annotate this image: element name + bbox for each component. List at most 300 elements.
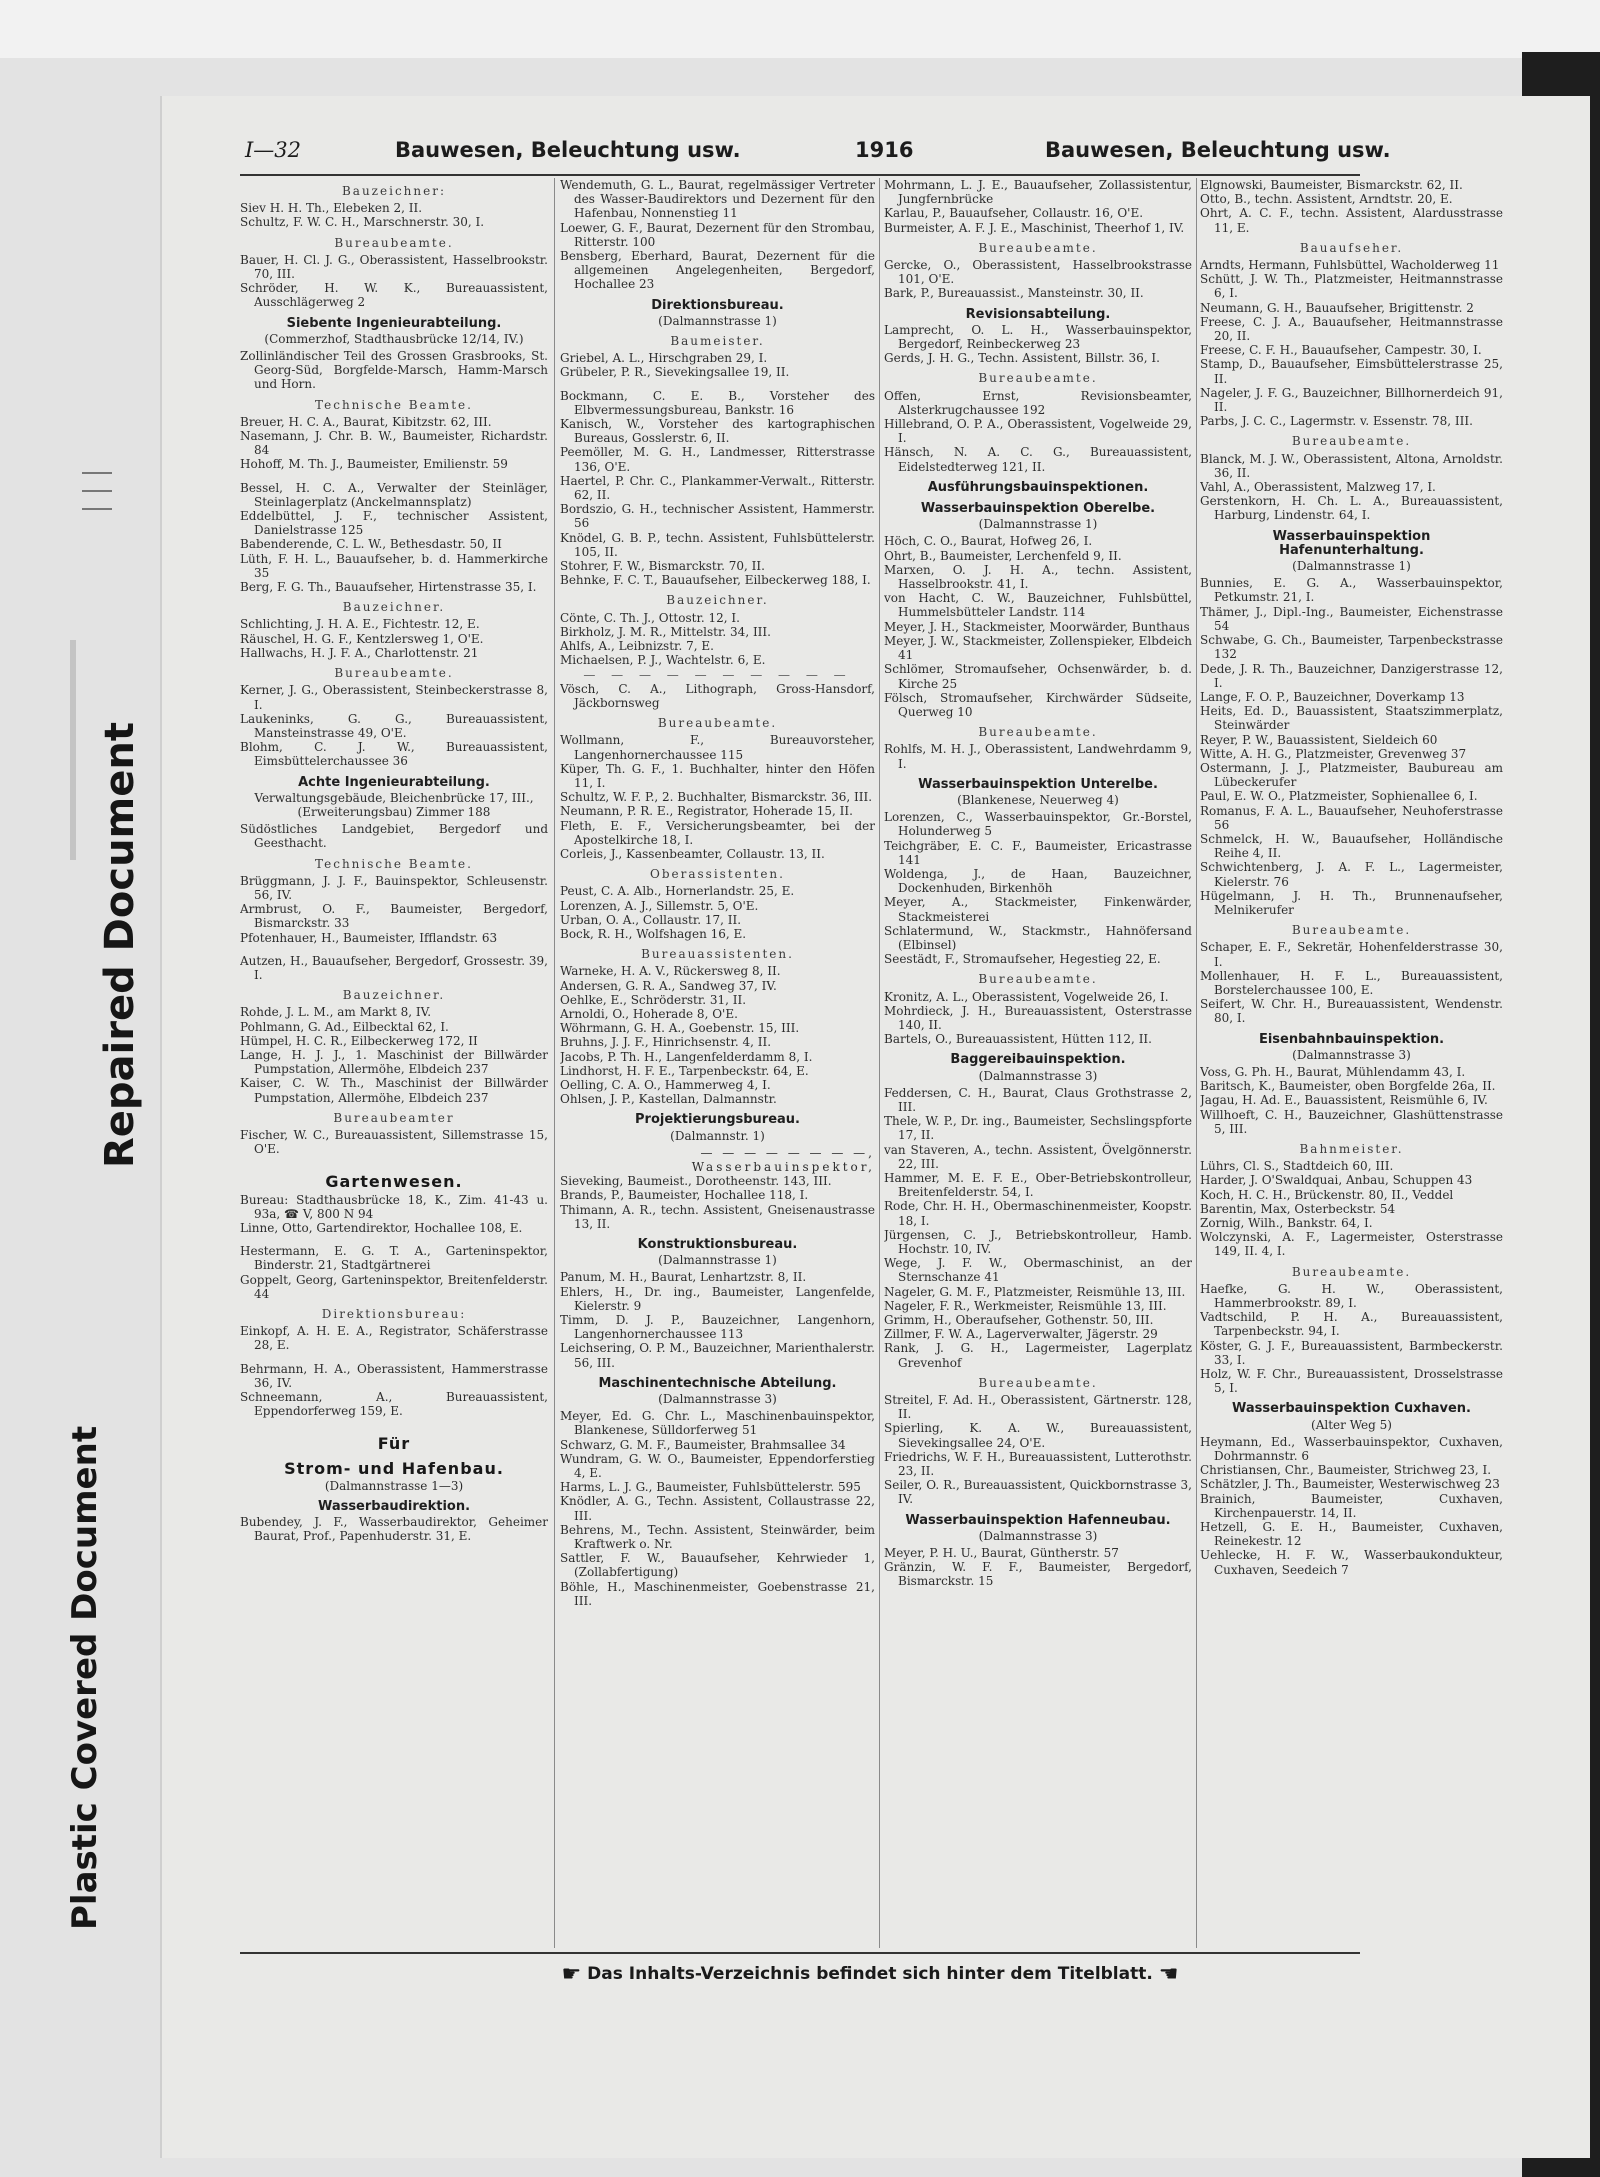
entry-text: Harder, J. O'Swaldquai, Anbau, Schuppen 43 (1200, 1173, 1473, 1188)
directory-entry (1200, 704, 1503, 732)
entry-text: Bureau: Stadthausbrücke 18, K., Zim. 41-43 u. 93a, ☎ V, 800 N 94 (240, 1192, 548, 1221)
section-heading: Maschinentechnische Abteilung. (598, 1375, 837, 1391)
directory-entry (1200, 1216, 1503, 1230)
entry-text: Schmelck, H. W., Bauaufseher, Holländische Reihe 4, II. (1200, 831, 1503, 861)
entry-text: Romanus, F. A. L., Bauaufseher, Neuhoferstrasse 56 (1200, 803, 1503, 832)
entry-text: Woldenga, J., de Haan, Bauzeichner, Dockenhuden, Birkenhöh (884, 866, 1192, 896)
entry-text: Christiansen, Chr., Baumeister, Strichweg 23, I. (1200, 1463, 1492, 1478)
subsection-heading: Bureaubeamte. (1291, 434, 1412, 449)
entry-text: Schlatermund, W., Stackmstr., Hahnöfersand (Elbinsel) (884, 923, 1192, 952)
directory-entry (1200, 576, 1503, 604)
column-divider (1196, 178, 1197, 1948)
entry-text: Griebel, A. L., Hirschgraben 29, I. (560, 351, 768, 366)
entry-text: Wolczynski, A. F., Lagermeister, Osterstrasse 149, II. 4, I. (1200, 1230, 1503, 1259)
section-heading: Projektierungsbureau. (635, 1112, 800, 1128)
entry-text: Schätzler, J. Th., Baumeister, Westerwischweg 23 (1200, 1477, 1500, 1492)
entry-text: Ohrt, A. C. F., techn. Assistent, Alardusstrasse 11, E. (1200, 206, 1503, 235)
directory-entry (560, 1494, 875, 1522)
entry-text: Nageler, F. R., Werkmeister, Reismühle 13, III. (884, 1298, 1167, 1313)
spacer (240, 1353, 548, 1362)
entry-text: Arnoldi, O., Hoherade 8, O'E. (560, 1006, 738, 1021)
subsection-heading: Bauzeichner. (342, 600, 446, 615)
directory-entry (884, 351, 1192, 365)
directory-entry (240, 632, 548, 646)
directory-entry (240, 1020, 548, 1034)
directory-entry (884, 867, 1192, 895)
directory-entry (240, 1515, 548, 1543)
directory-entry (884, 206, 1192, 220)
entry-text: Stamp, D., Bauaufseher, Eimsbüttelerstrasse 25, II. (1200, 357, 1503, 386)
subsection-heading: Bureauassistenten. (641, 947, 794, 962)
entry-text: Nageler, J. F. G., Bauzeichner, Billhornerdeich 91, II. (1200, 385, 1503, 415)
entry-text: Sattler, F. W., Bauaufseher, Kehrwieder 1, (Zollabfertigung) (560, 1551, 875, 1580)
directory-entry (884, 1478, 1192, 1506)
subsection-heading: Bauaufseher. (1299, 240, 1404, 255)
directory-entry (884, 323, 1192, 351)
directory-entry (560, 819, 875, 847)
entry-text: Neumann, G. H., Bauaufseher, Brigittenstr. 2 (1200, 300, 1474, 315)
entry-text: Seifert, W. Chr. H., Bureauassistent, Wendenstr. 80, I. (1200, 997, 1503, 1026)
directory-entry (240, 1128, 548, 1156)
directory-entry (560, 1035, 875, 1049)
directory-entry (884, 417, 1192, 445)
directory-entry (560, 417, 875, 445)
directory-entry (884, 924, 1192, 952)
entry-text: Baritsch, K., Baumeister, oben Borgfelde 26a, II. (1200, 1079, 1496, 1094)
directory-entry (1200, 940, 1503, 968)
directory-entry (240, 552, 548, 580)
directory-entry (1200, 860, 1503, 888)
entry-text: Blanck, M. J. W., Oberassistent, Altona, Arnoldstr. 36, II. (1200, 451, 1503, 480)
directory-entry (1200, 1282, 1503, 1310)
entry-text: Meyer, Ed. G. Chr. L., Maschinenbauinspektor, Blankenese, Sülldorferweg 51 (560, 1409, 875, 1438)
directory-entry (560, 847, 875, 861)
scan-top-margin (0, 0, 1600, 58)
directory-entry (560, 221, 875, 249)
directory-entry (884, 1004, 1192, 1032)
directory-entry (1200, 633, 1503, 661)
directory-entry (1200, 1520, 1503, 1548)
section-heading: Wasserbauinspektion Hafenunterhaltung. (1272, 528, 1431, 558)
directory-entry (884, 1560, 1192, 1588)
directory-entry (560, 899, 875, 913)
entry-text: Ohlsen, J. P., Kastellan, Dalmannstr. (560, 1092, 777, 1107)
spacer (240, 472, 548, 481)
address-note: (Dalmannstr. 1) (670, 1128, 765, 1143)
entry-text: Fölsch, Stromaufseher, Kirchwärder Südseite, Querweg 10 (884, 690, 1192, 719)
entry-text: Reyer, P. W., Bauassistent, Sieldeich 60 (1200, 732, 1438, 747)
entry-text: Wege, J. F. W., Obermaschinist, an der Sternschanze 41 (884, 1256, 1192, 1285)
entry-text: Rank, J. G. H., Lagermeister, Lagerplatz Grevenhof (884, 1341, 1192, 1370)
entry-text: Bauer, H. Cl. J. G., Oberassistent, Hasselbrookstr. 70, III. (240, 252, 548, 282)
entry-text: Behnke, F. C. T., Bauaufseher, Eilbeckerweg 188, I. (560, 573, 871, 588)
directory-entry (1200, 1310, 1503, 1338)
directory-entry (560, 1188, 875, 1202)
entry-text: Schwarz, G. M. F., Baumeister, Brahmsallee 34 (560, 1437, 846, 1452)
directory-entry (884, 1032, 1192, 1046)
entry-text: Mohrmann, L. J. E., Bauaufseher, Zollassistentur, Jungfernbrücke (884, 178, 1192, 207)
entry-text: Kanisch, W., Vorsteher des kartographischen Bureaus, Gosslerstr. 6, II. (560, 417, 875, 446)
directory-entry (240, 1390, 548, 1418)
directory-entry (560, 249, 875, 292)
directory-entry (884, 1114, 1192, 1142)
subsection-heading: Bureaubeamte. (978, 972, 1098, 987)
section-heading: Wasserbauinspektion Oberelbe. (920, 501, 1156, 517)
footer-note (480, 1962, 1260, 1990)
directory-entry (560, 682, 875, 710)
entry-text: Blohm, C. J. W., Bureauassistent, Eimsbüttelerchaussee 36 (240, 740, 548, 769)
entry-text: Schwabe, G. Ch., Baumeister, Tarpenbeckstrasse 132 (1200, 633, 1503, 662)
directory-entry (560, 1580, 875, 1608)
directory-entry (884, 1393, 1192, 1421)
address-note: (Dalmannstrasse 3) (1292, 1047, 1411, 1062)
entry-text: Oelling, C. A. O., Hammerweg 4, I. (560, 1077, 771, 1092)
directory-entry (240, 1034, 548, 1048)
directory-entry (560, 1174, 875, 1188)
entry-text: Hallwachs, H. J. F. A., Charlottenstr. 21 (240, 645, 479, 660)
entry-text: Barentin, Max, Osterbeckstr. 54 (1200, 1201, 1396, 1216)
entry-text: Peemöller, M. G. H., Landmesser, Ritterstrasse 136, O'E. (560, 445, 875, 474)
directory-entry (884, 1086, 1192, 1114)
section-heading: Ausführungsbauinspektionen. (927, 479, 1149, 495)
entry-text: Schlichting, J. H. A. E., Fichtestr. 12, E. (240, 617, 480, 632)
directory-entry (1200, 192, 1503, 206)
directory-entry (560, 1551, 875, 1579)
entry-text: Heymann, Ed., Wasserbauinspektor, Cuxhaven, Dohrmannstr. 6 (1200, 1434, 1503, 1464)
directory-entry (1200, 804, 1503, 832)
directory-entry (1200, 1108, 1503, 1136)
subsection-heading: Bureaubeamte. (334, 666, 454, 681)
entry-text: Wollmann, F., Bureauvorsteher, Langenhornerchaussee 115 (560, 733, 875, 762)
entry-text: Bunnies, E. G. A., Wasserbauinspektor, Petkumstr. 21, I. (1200, 576, 1503, 605)
directory-entry (240, 1244, 548, 1272)
entry-text: van Staveren, A., techn. Assistent, Övelgönnerstr. 22, III. (884, 1142, 1192, 1171)
entry-text: Andersen, G. R. A., Sandweg 37, IV. (560, 978, 777, 993)
directory-entry (240, 1048, 548, 1076)
entry-text: Eddelbüttel, J. F., technischer Assistent, Danielstrasse 125 (240, 509, 548, 538)
directory-entry (240, 349, 548, 392)
entry-text: Meyer, A., Stackmeister, Finkenwärder, Stackmeisterei (884, 895, 1192, 924)
entry-text: Schultz, W. F. P., 2. Buchhalter, Bismarckstr. 36, III. (560, 790, 873, 805)
header-rule (240, 174, 1360, 176)
address-note: (Dalmannstrasse 3) (658, 1392, 777, 1407)
spacer (560, 380, 875, 389)
entry-text: Paul, E. W. O., Platzmeister, Sophienallee 6, I. (1200, 789, 1478, 804)
entry-text: Koch, H. C. H., Brückenstr. 80, II., Veddel (1200, 1187, 1454, 1202)
plastic-covered-document-label: Plastic Covered Document (65, 1425, 105, 1930)
subsection-heading: Bureaubeamte. (334, 235, 454, 250)
directory-entry (560, 639, 875, 653)
directory-entry (1200, 1367, 1503, 1395)
subsection-heading: Bureaubeamter (333, 1110, 455, 1125)
directory-entry (560, 1021, 875, 1035)
directory-entry (240, 874, 548, 902)
directory-entry (1200, 1230, 1503, 1258)
subsection-heading: Bureaubeamte. (978, 371, 1098, 386)
entry-text: Rohde, J. L. M., am Markt 8, IV. (240, 1005, 432, 1020)
directory-entry (1200, 1463, 1503, 1477)
directory-entry (560, 178, 875, 221)
entry-text: Mollenhauer, H. F. L., Bureauassistent, Borstelerchaussee 100, E. (1200, 968, 1503, 997)
column-divider (554, 178, 555, 1948)
directory-entry (1200, 315, 1503, 343)
directory-entry (240, 215, 548, 229)
column-1 (240, 178, 548, 1946)
entry-text: Bartels, O., Bureauassistent, Hütten 112, II. (884, 1032, 1152, 1047)
address-note: (Dalmannstrasse 1) (978, 517, 1098, 532)
entry-text: Vösch, C. A., Lithograph, Gross-Hansdorf, Jäckbornsweg (560, 681, 875, 710)
directory-entry (240, 1324, 548, 1352)
directory-entry (1200, 662, 1503, 690)
entry-text: Lindhorst, H. F. E., Tarpenbeckstr. 64, E. (560, 1063, 809, 1078)
entry-text: Arndts, Hermann, Fuhlsbüttel, Wacholderweg 11 (1200, 258, 1500, 273)
entry-text: Gercke, O., Oberassistent, Hasselbrookstrasse 101, O'E. (884, 258, 1192, 287)
directory-entry (1200, 452, 1503, 480)
directory-entry (240, 429, 548, 457)
directory-entry (240, 201, 548, 215)
directory-entry (560, 559, 875, 573)
directory-entry (1200, 690, 1503, 704)
entry-text: Schlömer, Stromaufseher, Ochsenwärder, b. d. Kirche 25 (884, 662, 1192, 691)
directory-entry (560, 884, 875, 898)
subsection-heading: Direktionsbureau: (321, 1307, 467, 1322)
subsection-heading: Bahnmeister. (1299, 1142, 1404, 1156)
directory-entry (240, 1193, 548, 1221)
directory-entry (884, 1299, 1192, 1313)
page-number: I—32 (245, 138, 302, 162)
entry-text: Dede, J. R. Th., Bauzeichner, Danzigerstrasse 12, I. (1200, 661, 1503, 690)
entry-text: Thele, W. P., Dr. ing., Baumeister, Sechslingspforte 17, II. (884, 1114, 1192, 1143)
entry-text: Karlau, P., Bauaufseher, Collaustr. 16, O'E. (884, 206, 1144, 221)
spacer (240, 945, 548, 954)
directory-entry (1200, 889, 1503, 917)
directory-entry (240, 253, 548, 281)
entry-text: Thimann, A. R., techn. Assistent, Gneisenaustrasse 13, II. (560, 1202, 875, 1231)
entry-text: Otto, B., techn. Assistent, Arndtstr. 20, E. (1200, 192, 1453, 207)
entry-text: Schwichtenberg, J. A. F. L., Lagermeister, Kielerstr. 76 (1200, 860, 1503, 889)
entry-text: Burmeister, A. F. J. E., Maschinist, Theerhof 1, IV. (884, 220, 1185, 235)
directory-entry (884, 1421, 1192, 1449)
address-note: (Commerzhof, Stadthausbrücke 12/14, IV.) (264, 331, 524, 346)
entry-text: Gränzin, W. F. F., Baumeister, Bergedorf, Bismarckstr. 15 (884, 1560, 1192, 1589)
entry-text: Bockmann, C. E. B., Vorsteher des Elbvermessungsbureau, Bankstr. 16 (560, 388, 875, 417)
entry-text: Willhoeft, C. H., Bauzeichner, Glashüttenstrasse 5, III. (1200, 1107, 1503, 1136)
entry-text: Berg, F. G. Th., Bauaufseher, Hirtenstrasse 35, I. (240, 580, 537, 595)
directory-entry (240, 1005, 548, 1019)
directory-entry (884, 990, 1192, 1004)
entry-text: Köster, G. J. F., Bureauassistent, Barmbeckerstr. 33, I. (1200, 1338, 1503, 1367)
entry-text: Autzen, H., Bauaufseher, Bergedorf, Grossestr. 39, I. (240, 953, 548, 982)
directory-entry (1200, 1435, 1503, 1463)
address-note: (Alter Weg 5) (1311, 1417, 1392, 1432)
entry-text: Cönte, C. Th. J., Ottostr. 12, I. (560, 610, 740, 625)
directory-entry (1200, 1093, 1503, 1107)
directory-entry (1200, 1079, 1503, 1093)
subsection-heading: Bureaubeamte. (978, 1375, 1098, 1390)
entry-text: Brands, P., Baumeister, Hochallee 118, I. (560, 1188, 809, 1203)
entry-text: Loewer, G. F., Baurat, Dezernent für den Strombau, Ritterstr. 100 (560, 220, 875, 249)
directory-entry (240, 281, 548, 309)
directory-entry (560, 531, 875, 559)
entry-text: Breuer, H. C. A., Baurat, Kibitzstr. 62, III. (240, 414, 492, 429)
directory-entry (560, 611, 875, 625)
entry-text: Harms, L. J. G., Baumeister, Fuhlsbüttelerstr. 595 (560, 1480, 861, 1495)
subsection-heading: Bauzeichner: (341, 184, 447, 198)
subsection-heading: Bureaubeamte. (1291, 1264, 1412, 1279)
entry-text: Räuschel, H. G. F., Kentzlersweg 1, O'E. (240, 631, 484, 646)
address-note: (Blankenese, Neuerweg 4) (957, 792, 1119, 807)
entry-text: Fischer, W. C., Bureauassistent, Sillemstrasse 15, O'E. (240, 1127, 548, 1157)
directory-entry (884, 445, 1192, 473)
directory-entry (884, 389, 1192, 417)
entry-text: Vadtschild, P. H. A., Bureauassistent, Tarpenbeckstr. 94, I. (1200, 1310, 1503, 1339)
entry-text: Stohrer, F. W., Bismarckstr. 70, II. (560, 559, 765, 574)
header-year: 1916 (855, 138, 914, 162)
pointing-hand-icon: ☚ (1158, 1962, 1179, 1987)
entry-text: Einkopf, A. H. E. A., Registrator, Schäferstrasse 28, E. (240, 1324, 548, 1353)
directory-entry (1200, 969, 1503, 997)
entry-text: Jagau, H. Ad. E., Bauassistent, Reismühle 6, IV. (1200, 1093, 1488, 1108)
entry-text: Friedrichs, W. F. H., Bureauassistent, Lutterothstr. 23, II. (884, 1449, 1192, 1479)
directory-entry (884, 1228, 1192, 1256)
directory-entry (884, 1256, 1192, 1284)
directory-entry (884, 1327, 1192, 1341)
directory-entry (1200, 494, 1503, 522)
entry-text: Zornig, Wilh., Bankstr. 64, I. (1200, 1216, 1373, 1231)
entry-text: Lorenzen, C., Wasserbauinspektor, Gr.-Borstel, Holunderweg 5 (884, 810, 1192, 839)
directory-entry (560, 445, 875, 473)
entry-text: Lorenzen, A. J., Sillemstr. 5, O'E. (560, 898, 759, 913)
entry-text: Gerstenkorn, H. Ch. L. A., Bureauassistent, Harburg, Lindenstr. 64, I. (1200, 494, 1503, 523)
entry-text: Hügelmann, J. H. Th., Brunnenaufseher, Melnikerufer (1200, 888, 1503, 917)
entry-text: Sieveking, Baumeist., Dorotheenstr. 143, III. (560, 1174, 832, 1189)
directory-entry (1200, 206, 1503, 234)
directory-entry (1200, 1173, 1503, 1187)
directory-entry (1200, 178, 1503, 192)
entry-text: Wundram, G. W. O., Baumeister, Eppendorferstieg 4, E. (560, 1451, 875, 1481)
footer-rule (240, 1952, 1360, 1954)
entry-text: Böhle, H., Maschinenmeister, Goebenstrasse 21, III. (560, 1579, 875, 1608)
entry-text: Knödler, A. G., Techn. Assistent, Collaustrasse 22, III. (560, 1494, 875, 1523)
entry-text: Laukeninks, G. G., Bureauassistent, Mansteinstrasse 49, O'E. (240, 711, 548, 740)
entry-text: Pfotenhauer, H., Baumeister, Ifflandstr. 63 (240, 930, 498, 945)
entry-text: Kronitz, A. L., Oberassistent, Vogelweide 26, I. (884, 989, 1169, 1004)
spacer (240, 1156, 548, 1165)
entry-text: Brüggmann, J. J. F., Bauinspektor, Schleusenstr. 56, IV. (240, 873, 548, 902)
directory-entry (884, 221, 1192, 235)
entry-text: Neumann, P. R. E., Registrator, Hoherade 15, II. (560, 804, 853, 819)
directory-entry (240, 646, 548, 660)
directory-entry (1200, 1188, 1503, 1202)
subsection-heading: Bureaubeamte. (978, 240, 1098, 255)
directory-entry (884, 839, 1192, 867)
separator-line: — — — — — — — — — — (583, 667, 852, 682)
entry-text: Wöhrmann, G. H. A., Goebenstr. 15, III. (560, 1021, 800, 1036)
entry-text: Urban, O. A., Collaustr. 17, II. (560, 912, 742, 927)
entry-text: Haertel, P. Chr. C., Plankammer-Verwalt., Ritterstr. 62, II. (560, 473, 875, 503)
directory-entry (884, 810, 1192, 838)
column-4 (1200, 178, 1503, 1946)
directory-entry (1200, 258, 1503, 272)
entry-text: Holz, W. F. Chr., Bureauassistent, Drosselstrasse 5, I. (1200, 1367, 1503, 1396)
column-divider (879, 178, 880, 1948)
directory-entry (560, 1064, 875, 1078)
entry-text: Spierling, K. A. W., Bureauassistent, Sievekingsallee 24, O'E. (884, 1421, 1192, 1450)
entry-text: Linne, Otto, Gartendirektor, Hochallee 108, E. (240, 1221, 523, 1235)
entry-text: Witte, A. H. G., Platzmeister, Grevenweg 37 (1200, 746, 1467, 761)
entry-text: Corleis, J., Kassenbeamter, Collaustr. 13, II. (560, 846, 825, 861)
directory-entry (560, 351, 875, 365)
section-heading: Wasserbauinspektion Cuxhaven. (1232, 1401, 1471, 1417)
directory-entry (1200, 1065, 1503, 1079)
subsection-heading: Bauzeichner. (342, 988, 446, 1003)
entry-text: Hänsch, N. A. C. G., Bureauassistent, Eidelstedterweg 121, II. (884, 445, 1192, 474)
directory-entry (560, 1078, 875, 1092)
directory-entry (560, 804, 875, 818)
directory-entry (560, 1050, 875, 1064)
entry-text: Ostermann, J. J., Platzmeister, Baubureau am Lübeckerufer (1200, 760, 1503, 790)
entry-text: Freese, C. J. A., Bauaufseher, Heitmannstrasse 20, II. (1200, 314, 1503, 344)
pointing-hand-icon: ☛ (561, 1962, 582, 1987)
directory-entry (560, 1285, 875, 1313)
entry-text: Nasemann, J. Chr. B. W., Baumeister, Richardstr. 84 (240, 429, 548, 458)
entry-text: Ohrt, B., Baumeister, Lerchenfeld 9, II. (884, 548, 1122, 563)
directory-entry (1200, 733, 1503, 747)
entry-text: Höch, C. O., Baurat, Hofweg 26, I. (884, 534, 1093, 549)
directory-entry (240, 683, 548, 711)
directory-entry (240, 509, 548, 537)
directory-entry (1200, 1159, 1503, 1173)
address-note: (Dalmannstrasse 3) (978, 1068, 1098, 1083)
directory-entry (560, 1438, 875, 1452)
margin-mark (82, 490, 112, 492)
directory-entry (884, 1199, 1192, 1227)
directory-entry (884, 258, 1192, 286)
directory-entry (240, 954, 548, 982)
entry-text: Schütt, J. W. Th., Platzmeister, Heitmannstrasse 6, I. (1200, 272, 1503, 301)
entry-text: Hillebrand, O. P. A., Oberassistent, Vogelweide 29, I. (884, 417, 1192, 446)
directory-entry (240, 617, 548, 631)
entry-text: Oehlke, E., Schröderstr. 31, II. (560, 992, 747, 1007)
directory-entry (560, 1480, 875, 1494)
repaired-document-label: Repaired Document (97, 722, 143, 1168)
directory-entry (884, 1285, 1192, 1299)
subsection-heading: Bureaubeamte. (657, 716, 778, 731)
entry-text: Ahlfs, A., Leibnizstr. 7, E. (560, 639, 714, 654)
entry-text: Heits, Ed. D., Bauassistent, Staatszimmerplatz, Steinwärder (1200, 704, 1503, 733)
directory-entry (240, 822, 548, 850)
entry-text: Armbrust, O. F., Baumeister, Bergedorf, Bismarckstr. 33 (240, 902, 548, 931)
directory-entry (560, 389, 875, 417)
entry-text: Parbs, J. C. C., Lagermstr. v. Essenstr. 78, III. (1200, 414, 1473, 429)
entry-text: Zillmer, F. W. A., Lagerverwalter, Jägerstr. 29 (884, 1327, 1158, 1342)
directory-entry (1200, 386, 1503, 414)
directory-entry (240, 457, 548, 471)
directory-entry (560, 1523, 875, 1551)
directory-entry (1200, 414, 1503, 428)
entry-text: Bruhns, J. J. F., Hinrichsenstr. 4, II. (560, 1035, 772, 1050)
address-note: Verwaltungsgebäude, Bleichenbrücke 17, III., (Erweiterungsbau) Zimmer 188 (254, 790, 534, 819)
entry-text: Haefke, G. H. W., Oberassistent, Hammerbrookstr. 89, I. (1200, 1281, 1503, 1311)
directory-entry (560, 913, 875, 927)
entry-text: Grübeler, P. R., Sievekingsallee 19, II. (560, 365, 790, 380)
directory-entry (1200, 1548, 1503, 1576)
header-left-title: Bauwesen, Beleuchtung usw. (395, 138, 741, 162)
entry-text: Meyer, J. W., Stackmeister, Zollenspieker, Elbdeich 41 (884, 633, 1192, 663)
entry-text: Behrens, M., Techn. Assistent, Steinwärder, beim Kraftwerk o. Nr. (560, 1522, 875, 1552)
directory-entry (560, 993, 875, 1007)
section-heading: Wasserbauinspektion Unterelbe. (918, 776, 1158, 792)
